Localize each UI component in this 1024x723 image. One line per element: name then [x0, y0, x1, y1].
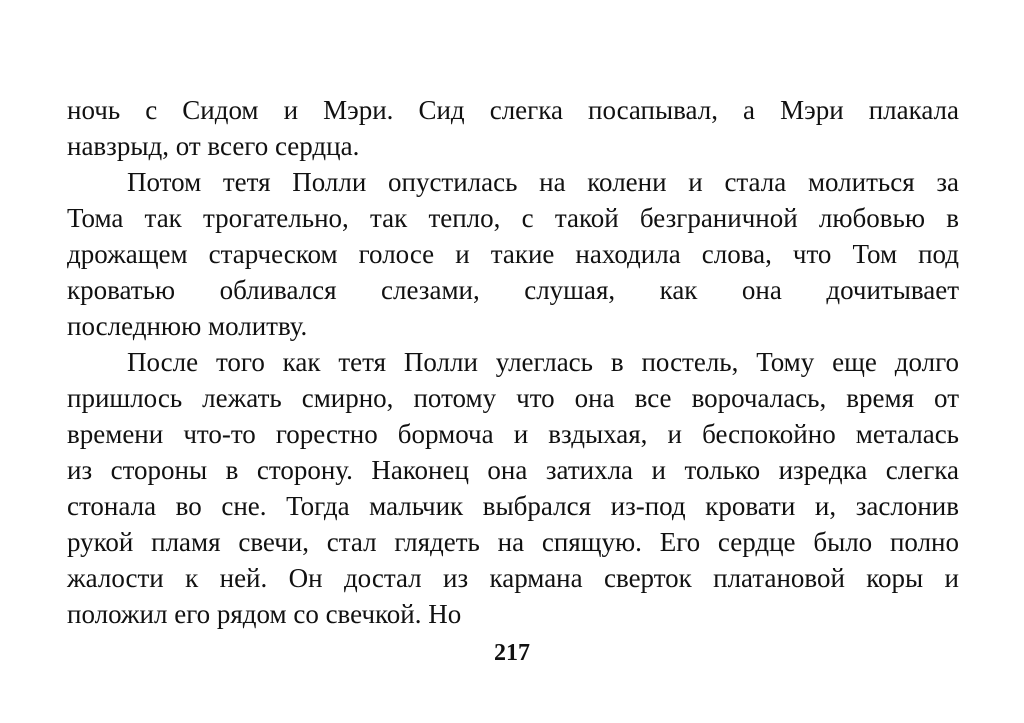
paragraph-2	[67, 164, 959, 344]
text-line: времени что-то горестно бормоча и вздыхая, и беспокойно металась	[67, 419, 959, 449]
text-line: ночь с Сидом и Мэри. Сид слегка посапывал, а Мэри плакала	[67, 95, 959, 125]
paragraph-1	[67, 92, 959, 164]
text-line: навзрыд, от всего сердца.	[67, 131, 360, 161]
text-line: После того как тетя Полли улеглась в постель, Тому еще долго	[127, 347, 959, 377]
text-line: дрожащем старческом голосе и такие находила слова, что Том под	[67, 239, 959, 269]
book-page-text	[67, 92, 959, 632]
text-line: пришлось лежать смирно, потому что она все ворочалась, время от	[67, 383, 959, 413]
text-line: стонала во сне. Тогда мальчик выбрался из-под кровати и, заслонив	[67, 491, 959, 521]
text-line: Тома так трогательно, так тепло, с такой безграничной любовью в	[67, 203, 959, 233]
text-line: из стороны в сторону. Наконец она затихла и только изредка слегка	[67, 455, 959, 485]
page-number: 217	[494, 640, 530, 666]
text-line: жалости к ней. Он достал из кармана сверток платановой коры и	[67, 563, 959, 593]
text-line: кроватью обливался слезами, слушая, как она дочитывает	[67, 275, 959, 305]
text-line: рукой пламя свечи, стал глядеть на спящую. Его сердце было полно	[67, 527, 959, 557]
paragraph-3	[67, 344, 959, 632]
text-line: последнюю молитву.	[67, 311, 308, 341]
text-line: Потом тетя Полли опустилась на колени и стала молиться за	[127, 167, 959, 197]
text-line: положил его рядом со свечкой. Но	[67, 599, 462, 629]
